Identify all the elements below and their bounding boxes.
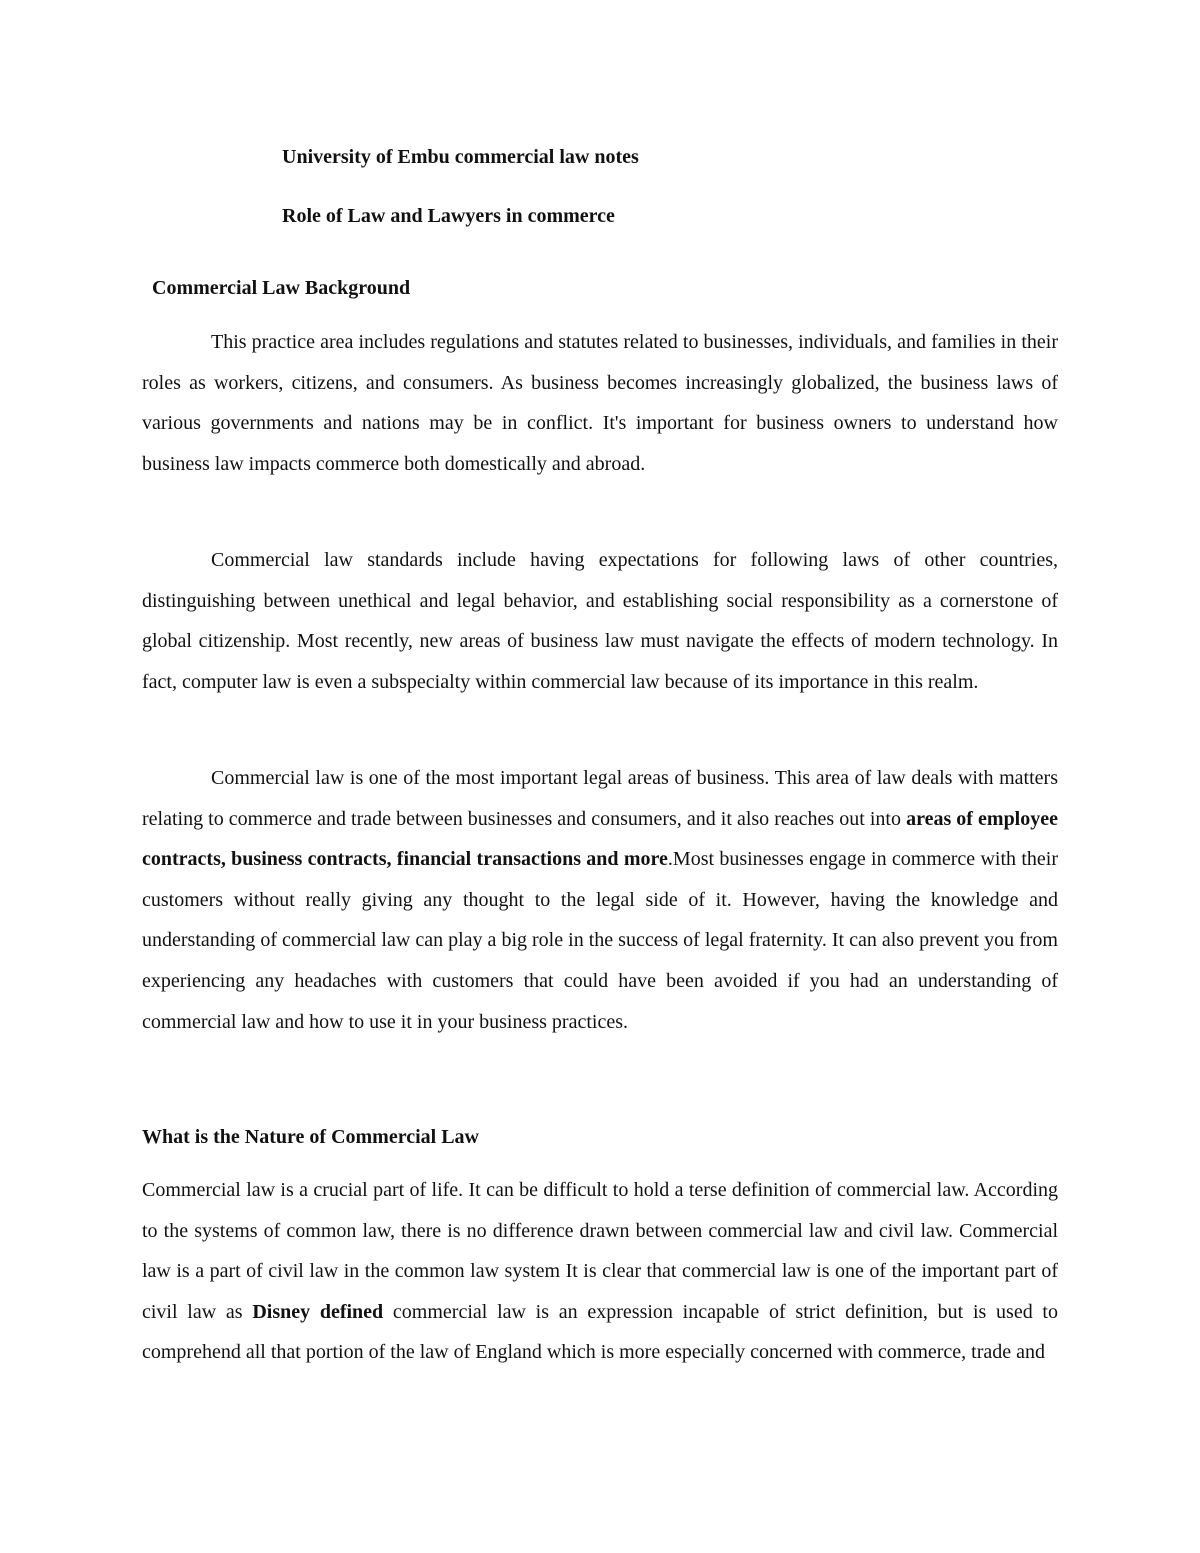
paragraph-nature <box>142 1170 1058 1415</box>
section-heading-background: Commercial Law Background <box>152 277 411 299</box>
paragraph-importance-text-b: .Most businesses engage in commerce with their customers without really giving any thought to the legal side of it. However, having the knowledge and understanding of commercial law can play a big role in the success of legal fraternity. It can also prevent you from experiencing any headaches with customers that could have been avoided if you had an understanding of commercial law and how to use it in your business practices. <box>142 848 1058 1033</box>
paragraph-practice-area: This practice area includes regulations and statutes related to businesses, individuals, and families in their roles as workers, citizens, and consumers. As business becomes increasingly globalized, the business laws of various governments and nations may be in conflict. It's important for business owners to understand how business law impacts commerce both domestically and abroad. <box>142 331 1058 475</box>
section-heading-nature: What is the Nature of Commercial Law <box>142 1126 479 1148</box>
paragraph-importance-bold: areas of employee contracts, business contracts, financial transactions and more <box>142 807 1058 871</box>
paragraph-importance <box>142 758 1058 1042</box>
paragraph-nature-text-a: Commercial law is a crucial part of life. It can be difficult to hold a terse definition of commercial law. According to the systems of common law, there is no difference drawn between commercial law and civil law. Commercial law is a part of civil law in the common law system It is clear that commercial law is one of the important part of civil law as <box>142 1179 1058 1323</box>
paragraph-standards: Commercial law standards include having expectations for following laws of other countries, distinguishing between unethical and legal behavior, and establishing social responsibility as a cornerstone of global citizenship. Most recently, new areas of business law must navigate the effects of modern technology. In fact, computer law is even a subspecialty within commercial law because of its importance in this realm. <box>142 549 1058 693</box>
paragraph-nature-bold: Disney defined <box>252 1300 384 1323</box>
document-subtitle: Role of Law and Lawyers in commerce <box>282 205 615 227</box>
document-title: University of Embu commercial law notes <box>282 146 639 168</box>
paragraph-nature-text-b: commercial law is an expression incapable of strict definition, but is used to comprehend all that portion of the law of England which is more especially concerned with commerce, trade and <box>142 1300 1058 1364</box>
paragraph-importance-text-a: Commercial law is one of the most important legal areas of business. This area of law deals with matters relating to commerce and trade between businesses and consumers, and it also reaches out into <box>142 767 1058 830</box>
